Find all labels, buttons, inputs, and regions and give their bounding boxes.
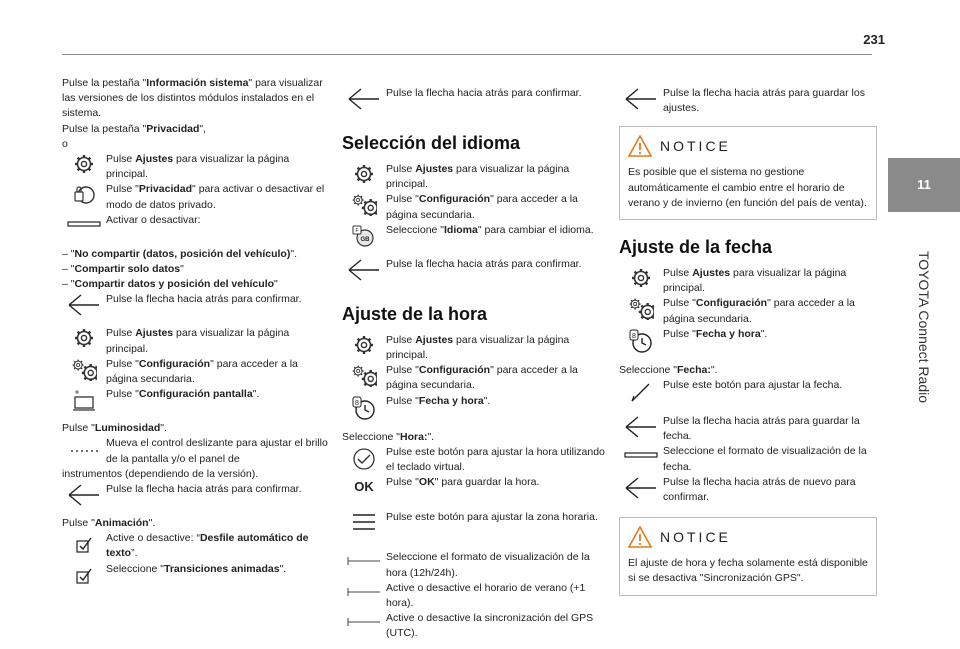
menu-icon — [342, 510, 386, 532]
pen-icon — [619, 378, 663, 404]
hora-formato-step: Seleccione el formato de visualización de la hora (12h/24h). — [386, 551, 590, 579]
back-arrow-icon — [342, 257, 386, 281]
notice-title: NOTICE — [660, 137, 731, 154]
back-arrow-icon — [62, 292, 106, 316]
hora-verano-step: Active o desactive el horario de verano (+1 hora). — [386, 581, 586, 610]
notice-text-1: Es posible que el sistema no gestione automáticamente el cambio entre el horario de verano y de invierno (en función del país de venta). — [628, 166, 867, 209]
back-arrow-icon — [62, 482, 106, 506]
idioma-ajustes-step: Pulse Ajustes para visualizar la página principal. — [386, 163, 570, 191]
hora-fecha-step: Pulse "Fecha y hora". — [386, 394, 491, 407]
double-gear-icon — [619, 296, 663, 320]
toggle-line-icon — [342, 611, 386, 627]
column-1 — [62, 76, 330, 584]
back-step-top: Pulse la flecha hacia atrás para confirmar. — [386, 87, 582, 99]
gear-icon — [62, 326, 106, 348]
option-compartir-datos: – "Compartir solo datos" — [62, 263, 184, 276]
transiciones-step: Seleccione "Transiciones animadas". — [106, 562, 287, 575]
section-title-hora: Ajuste de la hora — [342, 303, 488, 324]
back-step-1: Pulse la flecha hacia atrás para confirmar. — [106, 293, 302, 306]
page-number: 231 — [863, 32, 885, 47]
checkbox-icon — [62, 562, 106, 584]
column-2 — [342, 76, 607, 642]
back-arrow-icon — [619, 414, 663, 438]
hora-keyboard-step: Pulse este botón para ajustar la hora utilizando el teclado virtual. — [386, 445, 605, 474]
chapter-title: TOYOTA Connect Radio — [916, 251, 932, 403]
fecha-back2-step: Pulse la flecha hacia atrás de nuevo para confirmar. — [663, 475, 856, 504]
privacidad-step: Pulse "Privacidad" para activar o desactivar el modo de datos privado. — [106, 183, 325, 211]
toggle-line-icon — [342, 550, 386, 566]
notice-box-1 — [619, 126, 877, 220]
privacidad-tab-text: Pulse la pestaña "Privacidad", — [62, 122, 207, 135]
gear-icon — [342, 162, 386, 184]
checkbox-icon — [62, 531, 106, 553]
fecha-ajustes-step: Pulse Ajustes para visualizar la página principal. — [663, 267, 847, 295]
back-save-step: Pulse la flecha hacia atrás para guardar los ajustes. — [663, 87, 865, 115]
back-arrow-icon — [619, 475, 663, 499]
option-compartir-posicion: – "Compartir datos y posición del vehículo" — [62, 278, 278, 291]
hora-select-text: Seleccione "Hora:". — [342, 430, 435, 443]
idioma-config-step: Pulse "Configuración" para acceder a la página secundaria. — [386, 193, 578, 221]
notice-box-2 — [619, 517, 877, 595]
idioma-back-step: Pulse la flecha hacia atrás para confirmar. — [386, 257, 582, 270]
back-arrow-icon — [619, 86, 663, 110]
ok-icon: OK — [354, 479, 374, 495]
back-step-2: Pulse la flecha hacia atrás para confirmar. — [106, 483, 302, 496]
pantalla-step: Pulse "Configuración pantalla". — [106, 388, 260, 401]
animacion-text: Pulse "Animación". — [62, 517, 156, 530]
chapter-tab: 11 — [888, 158, 960, 212]
ajustes-step: Pulse Ajustes para visualizar la página principal. — [106, 153, 290, 181]
or-text: o — [62, 137, 68, 150]
activar-step: Activar o desactivar: — [106, 213, 201, 226]
double-gear-icon — [342, 192, 386, 216]
gear-icon — [619, 266, 663, 288]
idioma-select-step: Seleccione "Idioma" para cambiar el idioma. — [386, 223, 594, 236]
notice-title: NOTICE — [660, 528, 731, 545]
fecha-select-text: Seleccione "Fecha:". — [619, 363, 718, 376]
clock-icon — [342, 394, 386, 420]
gear-icon — [62, 152, 106, 174]
language-flag-icon — [342, 223, 386, 247]
double-gear-icon — [342, 363, 386, 387]
slider-step: Mueva el control deslizante para ajustar el brillo de la pantalla y/o el panel de — [106, 437, 328, 465]
screen-icon — [62, 387, 106, 411]
hora-zona-step: Pulse este botón para ajustar la zona horaria. — [386, 511, 598, 524]
slider-step-cont: instrumentos (dependiendo de la versión). — [62, 467, 259, 480]
info-sistema-text: Pulse la pestaña "Información sistema" para visualizar las versiones de los distintos módulos instalados en el sistema. — [62, 77, 323, 120]
notice-text-2: El ajuste de hora y fecha solamente está disponible si se desactiva "Sincronización GPS". — [628, 557, 868, 585]
fecha-config-step: Pulse "Configuración" para acceder a la página secundaria. — [663, 297, 855, 325]
desfile-step: Active o desactive: “Desfile automático de texto”. — [106, 532, 309, 560]
fecha-formato-step: Seleccione el formato de visualización de la fecha. — [663, 445, 867, 473]
fecha-back-step: Pulse la flecha hacia atrás para guardar la fecha. — [663, 415, 860, 443]
fecha-edit-step: Pulse este botón para ajustar la fecha. — [663, 379, 843, 392]
hora-config-step: Pulse "Configuración" para acceder a la página secundaria. — [386, 364, 578, 392]
ajustes-step-2: Pulse Ajustes para visualizar la página principal. — [106, 327, 290, 355]
configuracion-step: Pulse "Configuración" para acceder a la página secundaria. — [106, 357, 298, 386]
chapter-side-title — [888, 212, 960, 442]
hora-ok-step: Pulse "OK" para guardar la hora. — [386, 476, 540, 489]
option-no-compartir: – "No compartir (datos, posición del vehículo)". — [62, 247, 298, 260]
double-gear-icon — [62, 357, 106, 381]
toggle-bar-icon — [62, 213, 106, 229]
warning-icon — [628, 526, 652, 548]
lock-icon — [62, 182, 106, 206]
warning-icon — [628, 135, 652, 157]
gear-icon — [342, 333, 386, 355]
luminosidad-text: Pulse "Luminosidad". — [62, 422, 167, 435]
header-divider — [62, 54, 872, 55]
fecha-fh-step: Pulse "Fecha y hora". — [663, 327, 768, 340]
back-arrow-icon — [342, 86, 386, 110]
section-title-fecha: Ajuste de la fecha — [619, 237, 773, 258]
hora-gps-step: Active o desactive la sincronización del GPS (UTC). — [386, 612, 594, 640]
keyboard-confirm-icon — [342, 445, 386, 471]
toggle-line-icon — [342, 581, 386, 597]
slider-icon — [62, 436, 106, 456]
toggle-bar-icon — [619, 444, 663, 460]
clock-icon — [619, 327, 663, 353]
section-title-idioma: Selección del idioma — [342, 133, 521, 153]
column-3 — [619, 76, 877, 596]
hora-ajustes-step: Pulse Ajustes para visualizar la página principal. — [386, 333, 570, 362]
